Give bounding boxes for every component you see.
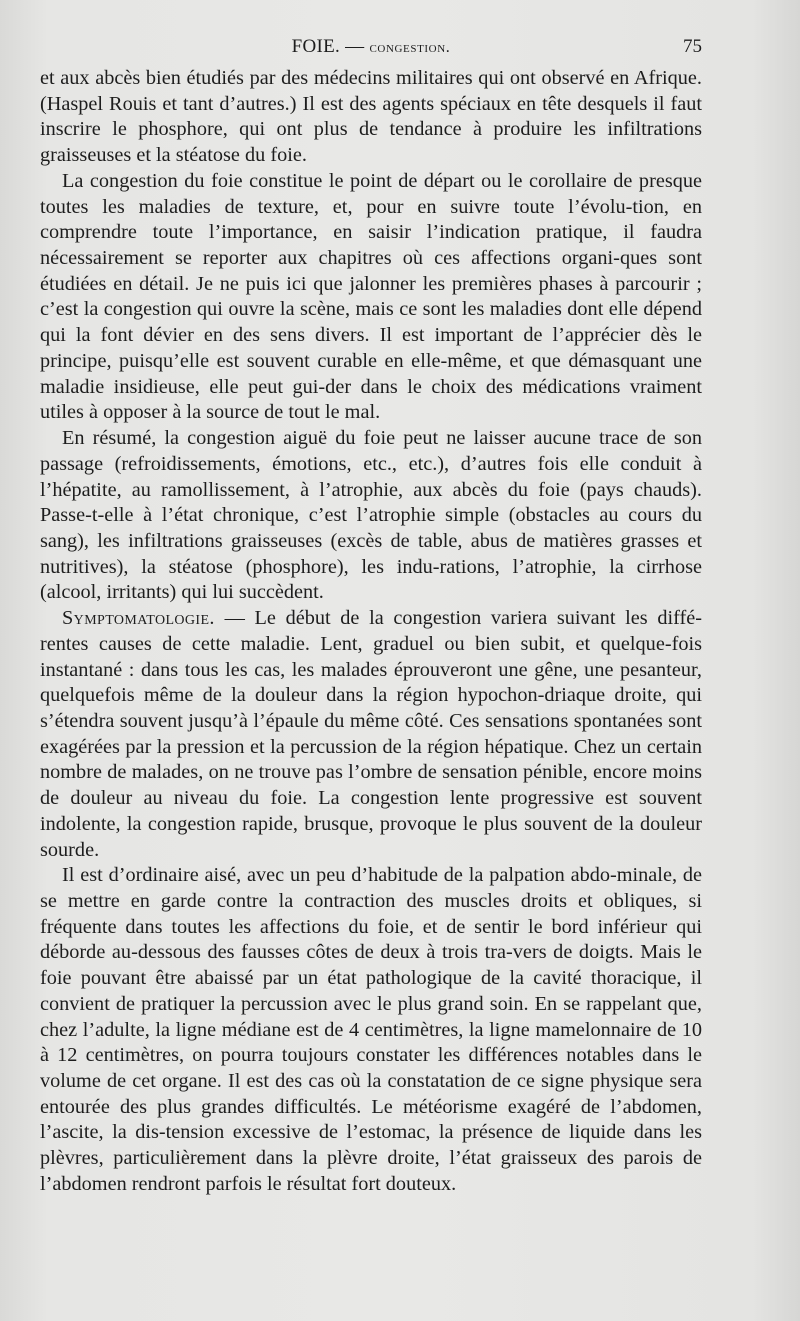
running-title-main: FOIE. — [291,36,370,57]
running-title [40,34,702,61]
paragraph-symptomatology [40,606,702,863]
body-text [40,66,702,1198]
running-title-subject: congestion. [369,39,451,56]
section-heading-symptomatology: Symptomatologie. [62,607,215,630]
symptomatology-text: — Le début de la congestion variera suivant les diffé-rentes causes de cette maladie. Lent, graduel ou bien subit, et quelque-fois instantané : dans tous les cas, les malades éprouveront une gêne, une pesanteur, quelquefois même de la douleur dans la région hypochon-driaque droite, qui s’étendra souvent jusqu’à l’épaule du même côté. Ces sensations spontanées sont exagérées par la pression et la percussion de la région hépatique. Chez un certain nombre de malades, on ne trouve pas l’ombre de sensation pénible, encore moins de douleur au niveau du foie. La congestion lente progressive est souvent indolente, la congestion rapide, brusque, provoque le plus souvent de la douleur sourde. [40,607,702,861]
paragraph-summary: En résumé, la congestion aiguë du foie peut ne laisser aucune trace de son passage (refroidissements, émotions, etc., etc.), d’autres fois elle conduit à l’hépatite, au ramollissement, à l’atrophie, aux abcès du foie (pays chauds). Passe-t-elle à l’état chronique, c’est l’atrophie simple (obstacles au cours du sang), les infiltrations graisseuses (excès de table, abus de matières grasses et nutritives), la stéatose (phosphore), les indu-rations, l’atrophie, la cirrhose (alcool, irritants) qui lui succèdent. [40,427,702,604]
paragraph-continuation: et aux abcès bien étudiés par des médecins militaires qui ont observé en Afrique. (Haspel Rouis et tant d’autres.) Il est des agents spéciaux en tête desquels il faut inscrire le phosphore, qui ont plus de tendance à produire les infiltrations graisseuses et la stéatose du foie. [40,67,702,167]
paragraph-congestion-overview: La congestion du foie constitue le point de départ ou le corollaire de presque toutes les maladies de texture, et, pour en suivre toute l’évolu-tion, en comprendre toute l’importance, en saisir l’indication pratique, il faudra nécessairement se reporter aux chapitres où ces affections organi-ques sont étudiées en détail. Je ne puis ici que jalonner les premières phases à parcourir ; c’est la congestion qui ouvre la scène, mais ce sont les maladies dont elle dépend qui la font dévier en des sens divers. Il est important de l’apprécier dès le principe, puisqu’elle est souvent curable en elle-même, et que démasquant une maladie insidieuse, elle peut gui-der dans le choix des médications vraiment utiles à opposer à la source de tout le mal. [40,169,702,424]
running-header [40,34,702,60]
paragraph-palpation: Il est d’ordinaire aisé, avec un peu d’habitude de la palpation abdo-minale, de se mettre en garde contre la contraction des muscles droits et obliques, si fréquente dans toutes les affections du foie, et de sentir le bord inférieur qui déborde au-dessous des fausses côtes de deux à trois tra-vers de doigts. Mais le foie pouvant être abaissé par un état pathologique de la cavité thoracique, il convient de pratiquer la percussion avec le plus grand soin. En se rappelant que, chez l’adulte, la ligne médiane est de 4 centimètres, la ligne mamelonnaire de 10 à 12 centimètres, on pourra toujours constater les différences notables dans le volume de cet organe. Il est des cas où la constatation de ce signe physique sera entourée des plus grandes difficultés. Le météorisme exagéré de l’abdomen, l’ascite, la dis-tension excessive de l’estomac, la présence de liquide dans les plèvres, particulièrement dans la plèvre droite, l’état graisseux des parois de l’abdomen rendront parfois le résultat fort douteux. [40,864,702,1195]
page-number: 75 [683,36,702,57]
